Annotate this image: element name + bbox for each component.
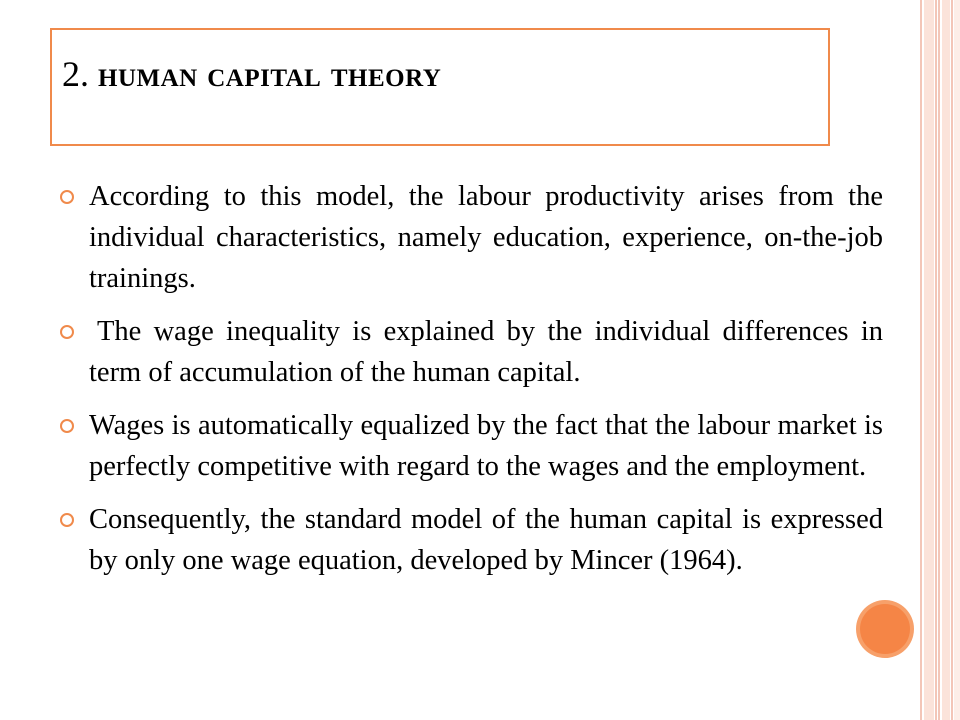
- bullet-text: Wages is automatically equalized by the fact that the labour market is perfectly competitive with regard to the wages and the employment.: [89, 410, 883, 482]
- stripe: [920, 0, 922, 720]
- stripe: [951, 0, 953, 720]
- bullet-item: [60, 176, 883, 299]
- stripe: [942, 0, 950, 720]
- bullet-item: [60, 405, 883, 487]
- stripe: [938, 0, 940, 720]
- bullet-text: Consequently, the standard model of the human capital is expressed by only one wage equation, developed by Mincer (1964).: [89, 504, 883, 576]
- hollow-circle-bullet-icon: [60, 325, 74, 339]
- title-number: 2.: [62, 54, 89, 94]
- hollow-circle-bullet-icon: [60, 513, 74, 527]
- bullet-text: According to this model, the labour productivity arises from the individual characteristics, namely education, experience, on-the-job trainings.: [89, 181, 883, 294]
- hollow-circle-bullet-icon: [60, 419, 74, 433]
- bullet-list: [60, 176, 883, 593]
- decorative-stripes: [920, 0, 960, 720]
- bullet-item: [60, 311, 883, 393]
- stripe: [935, 0, 937, 720]
- stripe: [954, 0, 960, 720]
- slide-title: [62, 56, 441, 92]
- hollow-circle-bullet-icon: [60, 190, 74, 204]
- orange-circle-icon: [856, 600, 914, 658]
- bullet-text: The wage inequality is explained by the individual differences in term of accumulation of the human capital.: [89, 316, 883, 388]
- orange-circle-inner: [860, 604, 910, 654]
- title-box: [50, 28, 830, 146]
- title-text: human capital theory: [98, 54, 442, 94]
- bullet-item: [60, 499, 883, 581]
- stripe: [924, 0, 934, 720]
